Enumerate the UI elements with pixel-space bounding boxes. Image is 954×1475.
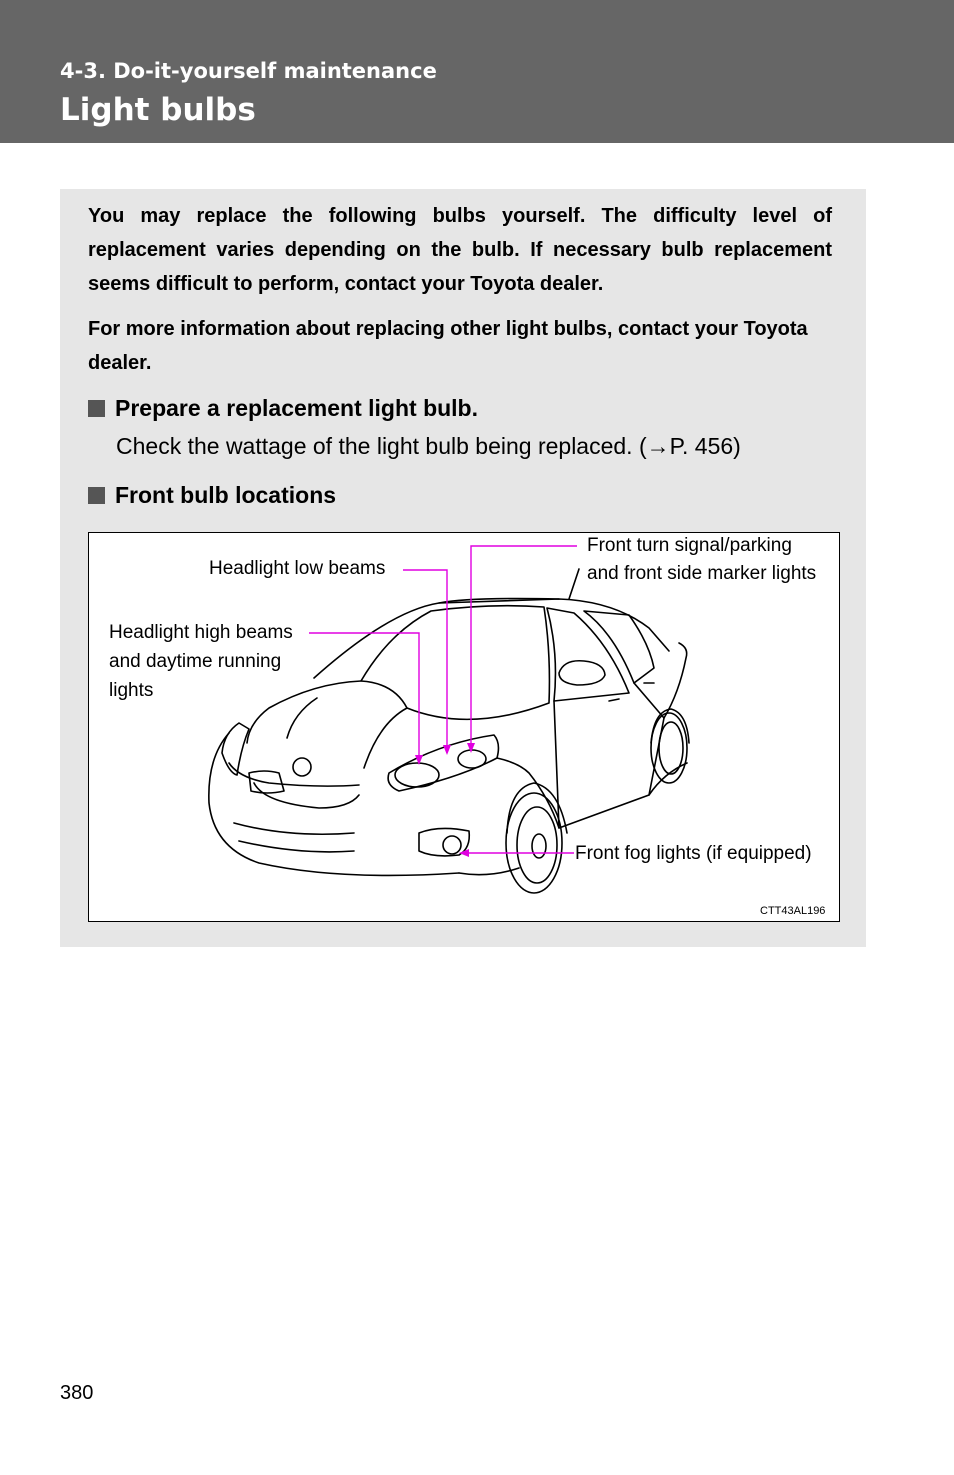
locations-heading bbox=[88, 482, 336, 509]
callout-turn-signal-line-1: Front turn signal/parking bbox=[587, 535, 792, 556]
prepare-text: Check the wattage of the light bulb being replaced. (→P. 456) bbox=[116, 433, 741, 459]
callout-high-beams-line-1: Headlight high beams bbox=[109, 622, 293, 643]
callout-turn-signal-line-2: and front side marker lights bbox=[587, 563, 817, 584]
section-label: 4-3. Do-it-yourself maintenance bbox=[60, 59, 437, 83]
callout-fog-lights: Front fog lights (if equipped) bbox=[575, 843, 812, 864]
front-bulb-figure bbox=[88, 532, 840, 922]
square-bullet-icon bbox=[88, 400, 105, 417]
prepare-heading bbox=[88, 395, 478, 422]
intro-paragraph: You may replace the following bulbs yourself. The difficulty level of replacement varies depending on the bulb. If necessary bulb replacement seems difficult to perform, contact your Toyota dealer. bbox=[88, 205, 832, 295]
info-paragraph: For more information about replacing other light bulbs, contact your Toyota dealer. bbox=[88, 318, 808, 374]
callout-high-beams-line-3: lights bbox=[109, 680, 154, 701]
square-bullet-icon bbox=[88, 487, 105, 504]
locations-heading-text: Front bulb locations bbox=[115, 482, 337, 508]
page-number: 380 bbox=[60, 1382, 94, 1404]
prepare-heading-text: Prepare a replacement light bulb. bbox=[115, 395, 478, 421]
page-header bbox=[0, 0, 954, 143]
page-title: Light bulbs bbox=[60, 92, 256, 128]
callout-low-beams: Headlight low beams bbox=[209, 558, 386, 579]
callout-high-beams-line-2: and daytime running bbox=[109, 651, 282, 672]
figure-code: CTT43AL196 bbox=[760, 905, 826, 917]
